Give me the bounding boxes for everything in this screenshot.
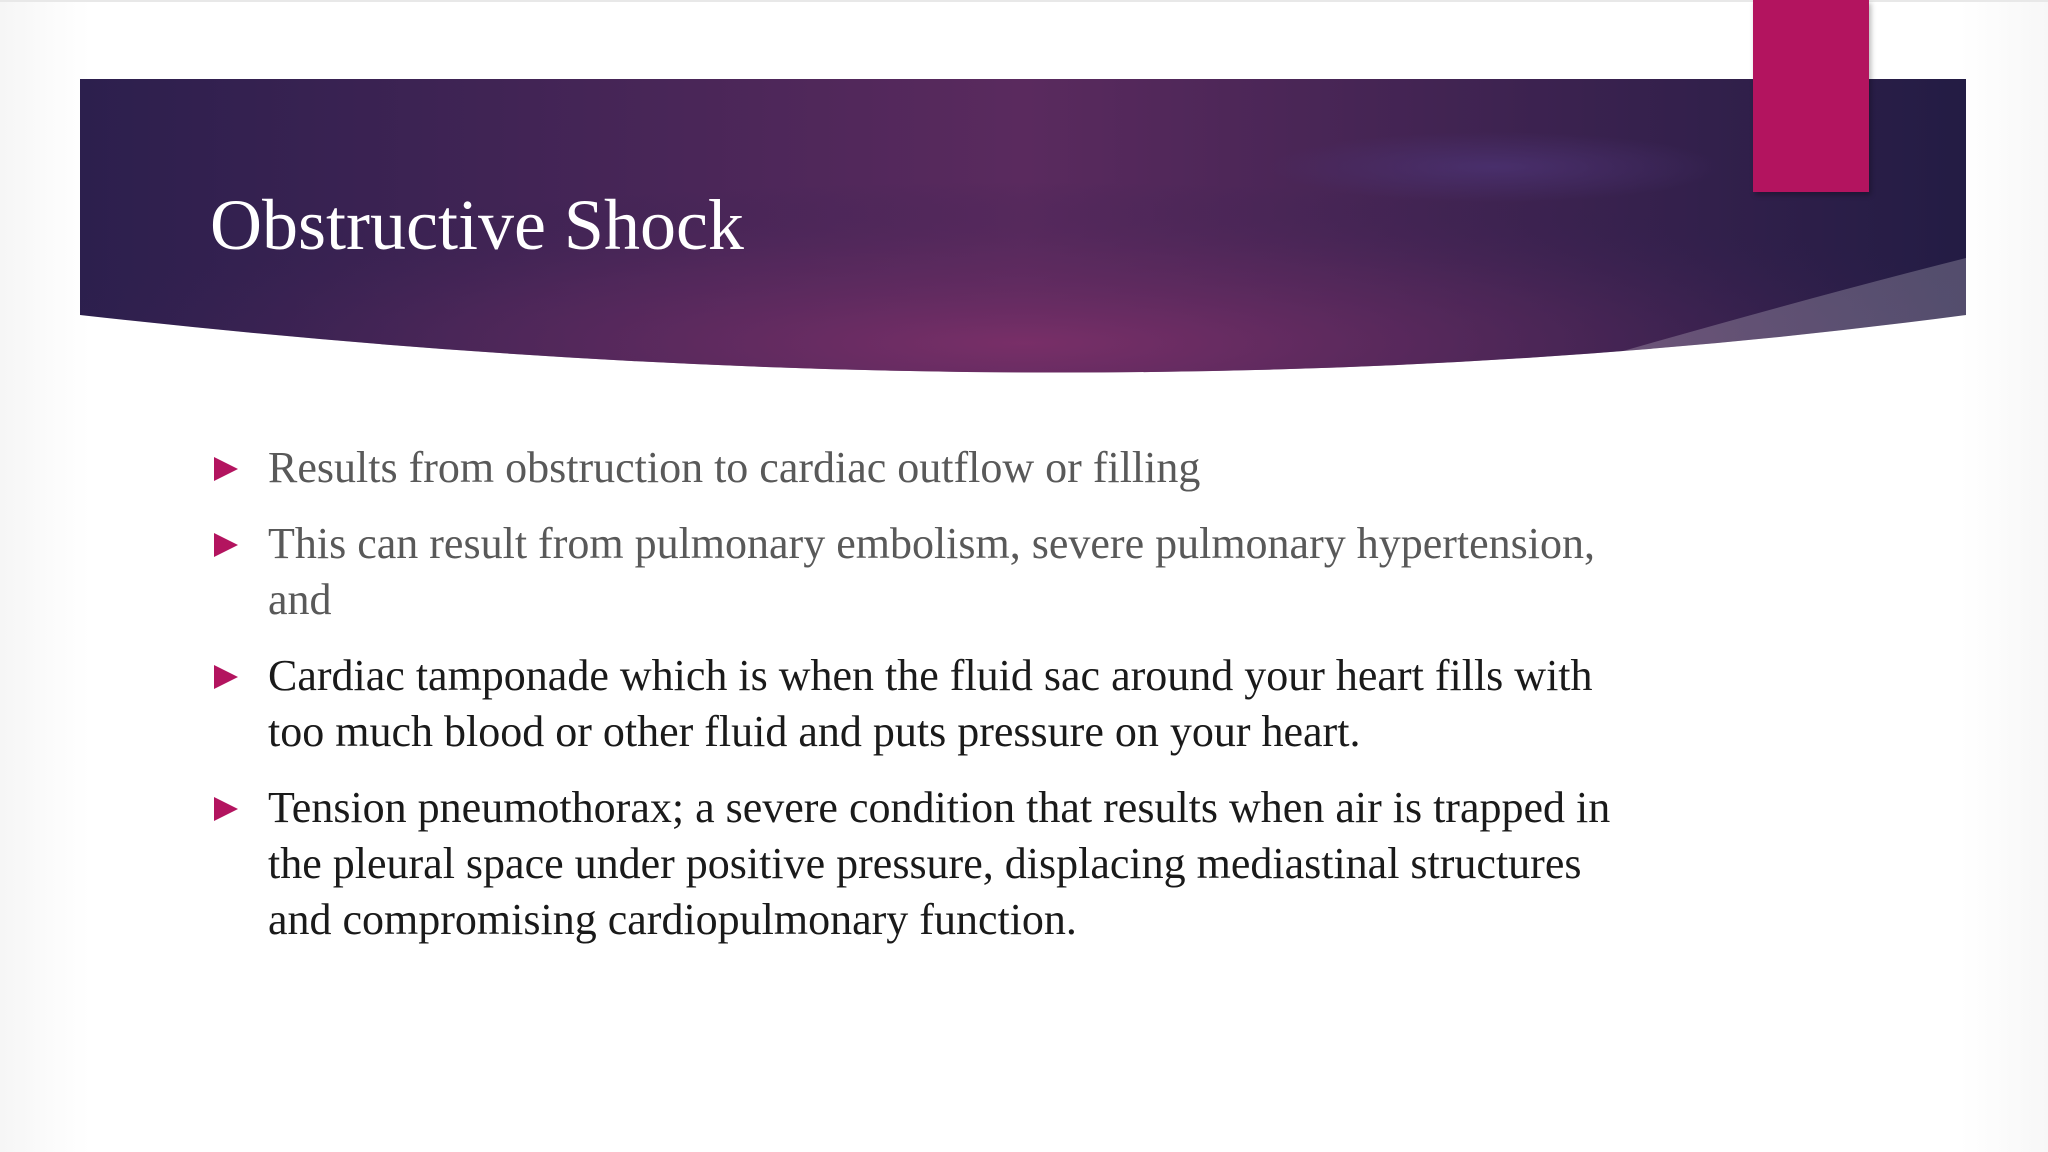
triangle-right-icon: [214, 533, 238, 557]
bullet-list: [210, 440, 1630, 968]
bullet-item: [210, 516, 1630, 628]
bullet-text: Cardiac tamponade which is when the fluid sac around your heart fills with too much blood or other fluid and puts pressure on your heart.: [268, 651, 1593, 756]
triangle-right-icon: [214, 457, 238, 481]
triangle-right-icon: [214, 665, 238, 689]
bullet-item: [210, 648, 1630, 760]
bullet-text: Results from obstruction to cardiac outflow or filling: [268, 443, 1201, 492]
bullet-item: [210, 440, 1630, 496]
bullet-text: Tension pneumothorax; a severe condition that results when air is trapped in the pleural space under positive pressure, displacing mediastinal structures and compromising cardiopulmonary function.: [268, 783, 1611, 944]
slide-title: Obstructive Shock: [210, 185, 744, 265]
triangle-right-icon: [214, 797, 238, 821]
bullet-text: This can result from pulmonary embolism, severe pulmonary hypertension, and: [268, 519, 1596, 624]
bullet-item: [210, 780, 1630, 948]
accent-tab: [1753, 0, 1869, 192]
